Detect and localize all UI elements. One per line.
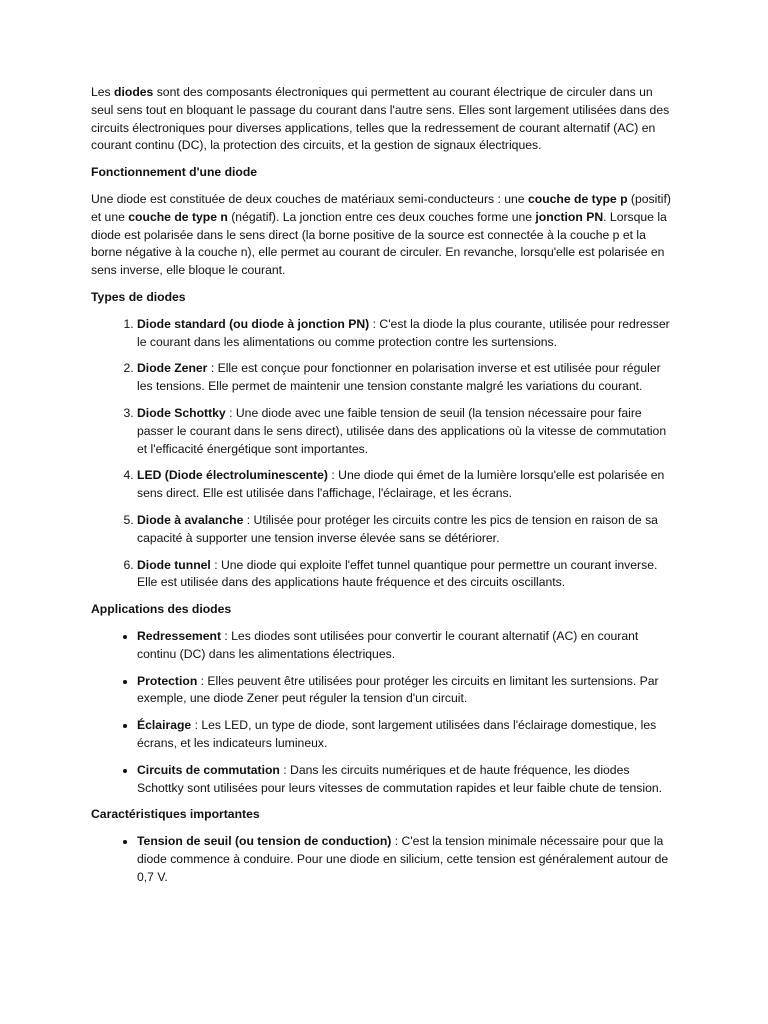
list-item: [137, 360, 676, 396]
heading-caracteristiques: Caractéristiques importantes: [91, 807, 260, 822]
fonctionnement-text-4: . Lorsque la diode est polarisée dans le sens direct (la borne positive de la source est connectée à la couche p et la borne négative à la couche n), elle permet au courant de circuler. En revanche, lorsqu'elle est polarisée en sens inverse, elle bloque le courant.: [91, 209, 667, 278]
types-list: [91, 316, 676, 592]
list-item-desc: : Elles peuvent être utilisées pour protéger les circuits en limitant les surtensions. Par exemple, une diode Zener peut réguler la tension d'un circuit.: [137, 673, 659, 706]
heading-types: Types de diodes: [91, 289, 186, 304]
intro-post: sont des composants électroniques qui permettent au courant électrique de circuler dans un seul sens tout en bloquant le passage du courant dans l'autre sens. Elles sont largement utilisées dans des circuits électroniques pour diverses applications, telles que la redressement de courant alternatif (AC) en courant continu (DC), la protection des circuits, et la gestion de signaux électriques.: [91, 85, 670, 153]
list-item: [137, 512, 676, 548]
fonctionnement-text-3: (négatif). La jonction entre ces deux couches forme une: [227, 209, 536, 224]
list-item: [137, 467, 676, 503]
list-item-desc: : Les diodes sont utilisées pour convertir le courant alternatif (AC) en courant continu (DC) dans les alimentations électriques.: [137, 628, 639, 661]
list-item-desc: : Une diode qui exploite l'effet tunnel quantique pour permettre un courant inverse. Elle est utilisée dans des applications haute fréquence et des circuits oscillants.: [137, 557, 658, 590]
caracteristiques-list: [91, 833, 676, 886]
intro-bold: diodes: [114, 85, 154, 99]
list-item-term: Diode Schottky: [137, 405, 226, 420]
list-item-term: Éclairage: [137, 718, 192, 733]
applications-list: [91, 628, 676, 797]
list-item: [137, 673, 676, 709]
list-item-desc: : Une diode qui émet de la lumière lorsqu'elle est polarisée en sens direct. Elle est utilisée dans l'affichage, l'éclairage, et les écrans.: [137, 468, 665, 501]
intro-paragraph: [91, 84, 676, 155]
list-item-term: Redressement: [137, 628, 221, 643]
list-item: [137, 628, 676, 664]
list-item-desc: : Utilisée pour protéger les circuits contre les pics de tension en raison de sa capacité à supporter une tension inverse élevée sans se détériorer.: [137, 512, 658, 545]
fonctionnement-bold-2: couche de type n: [128, 209, 228, 224]
list-item-term: Diode à avalanche: [137, 512, 244, 527]
heading-fonctionnement: Fonctionnement d'une diode: [91, 165, 258, 180]
list-item-term: Diode Zener: [137, 361, 208, 376]
fonctionnement-bold-1: couche de type p: [527, 191, 628, 206]
list-item-desc: : C'est la diode la plus courante, utilisée pour redresser le courant dans les alimentations ou comme protection contre les surtensions.: [137, 316, 670, 349]
list-item-desc: : Les LED, un type de diode, sont largement utilisées dans l'éclairage domestique, les écrans, et les indicateurs lumineux.: [137, 718, 657, 750]
fonctionnement-paragraph: [91, 191, 676, 280]
list-item-desc: : Dans les circuits numériques et de haute fréquence, les diodes Schottky sont utilisées pour leurs vitesses de commutation rapides et leur faible chute de tension.: [137, 762, 663, 795]
intro-pre: Les: [91, 85, 115, 99]
list-item-term: Protection: [137, 673, 198, 688]
list-item: [137, 316, 676, 352]
list-item-term: Circuits de commutation: [137, 762, 280, 777]
list-item-term: Diode tunnel: [137, 557, 211, 572]
list-item: [137, 833, 676, 886]
fonctionnement-text-1: Une diode est constituée de deux couches de matériaux semi-conducteurs : une: [91, 191, 528, 206]
list-item-desc: : Elle est conçue pour fonctionner en polarisation inverse et est utilisée pour réguler les tensions. Elle permet de maintenir une tension constante malgré les variations du courant.: [137, 361, 661, 394]
list-item: [137, 405, 676, 458]
list-item-desc: : Une diode avec une faible tension de seuil (la tension nécessaire pour faire passer le courant dans le sens direct), utilisée dans des applications où la vitesse de commutation et l'efficacité énergétique sont importantes.: [137, 405, 667, 456]
list-item-term: Tension de seuil (ou tension de conduction): [137, 834, 392, 849]
fonctionnement-bold-3: jonction PN: [535, 209, 604, 224]
list-item: [137, 717, 676, 753]
fonctionnement-text-2: (positif) et une: [91, 191, 671, 224]
list-item-term: LED (Diode électroluminescente): [137, 468, 328, 483]
list-item-term: Diode standard (ou diode à jonction PN): [137, 316, 370, 331]
list-item-desc: : C'est la tension minimale nécessaire pour que la diode commence à conduire. Pour une diode en silicium, cette tension est généralement autour de 0,7 V.: [137, 834, 669, 884]
list-item: [137, 557, 676, 593]
list-item: [137, 762, 676, 798]
heading-applications: Applications des diodes: [91, 602, 232, 617]
